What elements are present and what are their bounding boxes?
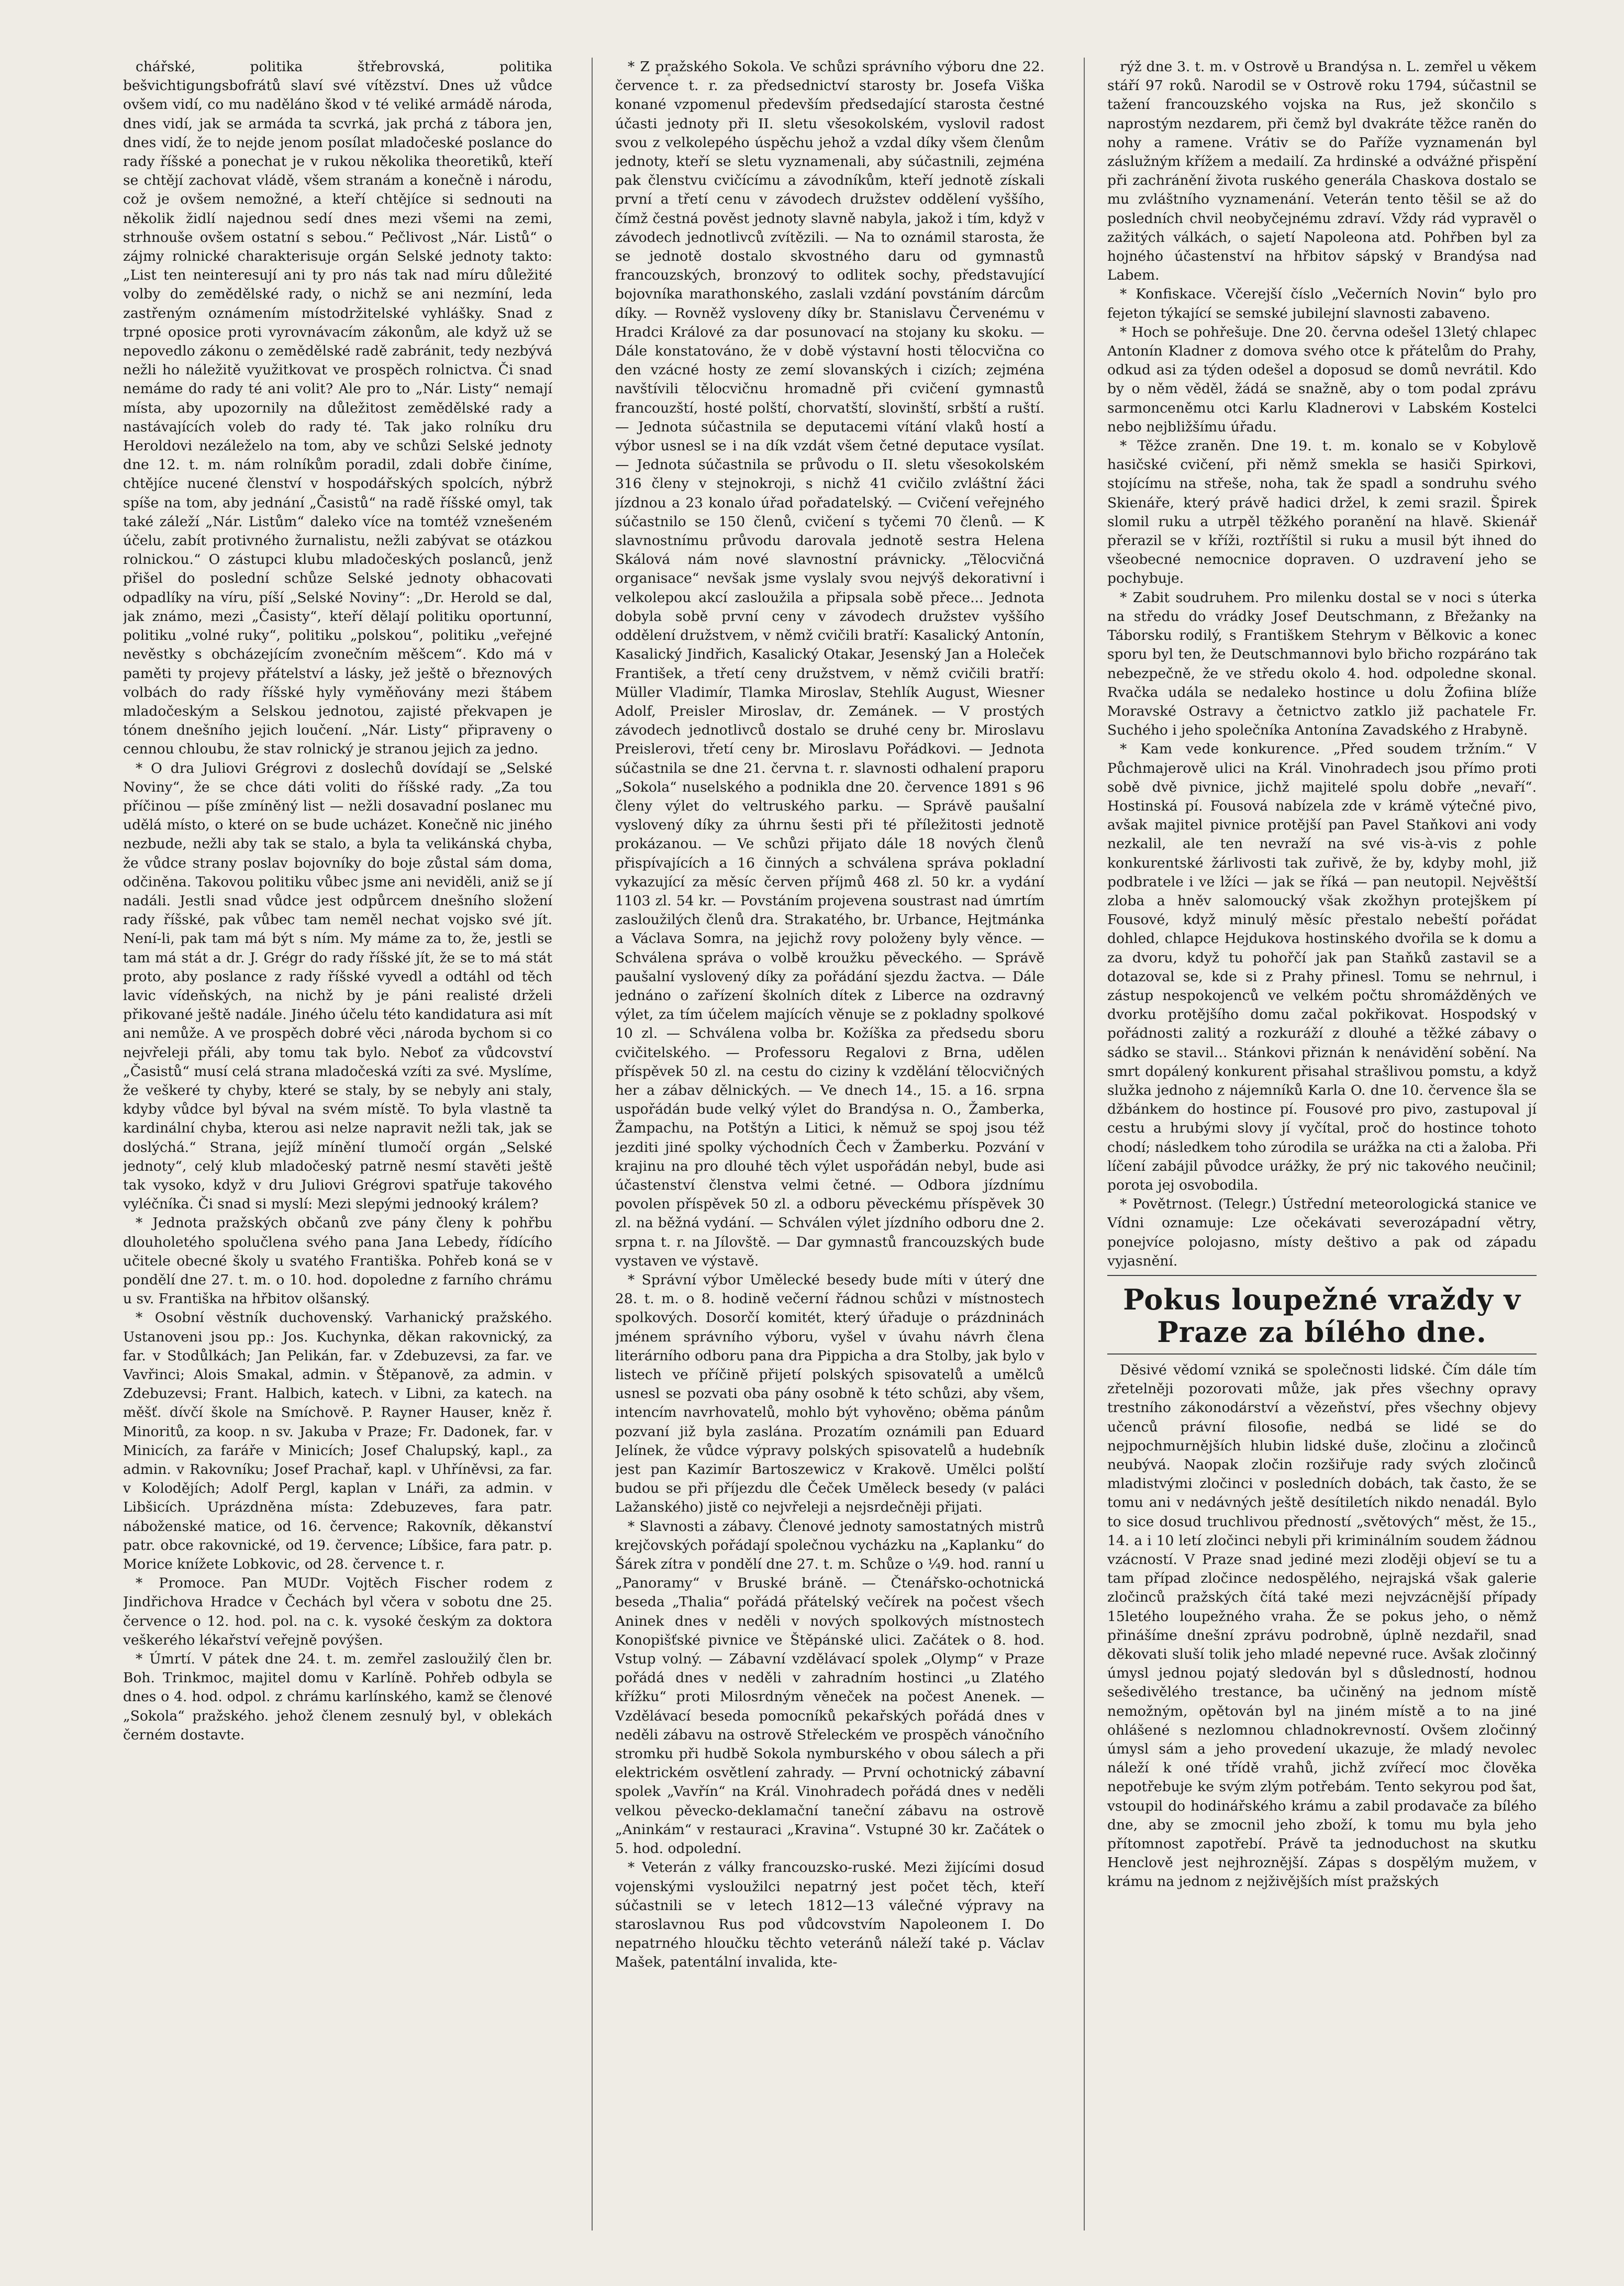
article-headline: Pokus loupežné vraždy v Praze za bílého dne. xyxy=(1123,1283,1521,1349)
article-paragraph: * Konfiskace. Včerejší číslo „Večerních Novin“ bylo pro fejeton týkající se semské jubilejní slavnosti zabaveno. xyxy=(1107,286,1537,321)
article-paragraph: * Povětrnost. (Telegr.) Ústřední meteorologická stanice ve Vídni oznamuje: Lze očekávati severozápadní větry, ponejvíce polojasno, místy deštivo a pak od západu vyjasnění. xyxy=(1107,1196,1537,1269)
article-paragraph: * Promoce. Pan MUDr. Vojtěch Fischer rodem z Jindřichova Hradce v Čechách byl včera v sobotu dne 25. července o 12. hod. pol. na c. k. vysoké českým za doktora veškerého lékařství veřejně povýšen. xyxy=(123,1575,552,1648)
article-paragraph: * Jednota pražských občanů zve pány členy k pohřbu dlouholetého spolučlena svého pana Jana Lebedy, řídícího učitele obecné školy u svatého Františka. Pohřeb koná se v pondělí dne 27. t. m. o 10. hod. dopoledne z farního chrámu u sv. Františka na hřbitov olšanský. xyxy=(123,1215,552,1307)
article-paragraph: * Zabit soudruhem. Pro milenku dostal se v noci s úterka na středu do vrádky Josef Deutschmann, z Břežanky na Táborsku rodilý, s Františkem Stehrym v Bělkovic a konec sporu byl ten, že Deutschmannovi bylo břicho rozpáráno tak nebezpečně, že ve středu okolo 4. hod. odpoledne skonal. Rvačka udála se nedaleko hostince u dolu Žofiina blíže Moravské Ostravy a četnictvo zatklo již pachatele Fr. Suchého i jeho společníka Antonína Zavadského z Hrabyně. xyxy=(1107,589,1537,739)
column-2 xyxy=(615,58,1044,2230)
section-rule xyxy=(1107,1275,1537,1276)
article-paragraph: * Úmrtí. V pátek dne 24. t. m. zemřel zasloužilý člen br. Boh. Trinkmoc, majitel domu v Karlíně. Pohřeb odbyla se dnes o 4. hod. odpol. z chrámu karlínského, kamž se členové „Sokola“ pražského. jehož členem zesnulý byl, v oblekách černém dostavte. xyxy=(123,1651,552,1743)
article-paragraph: rýž dne 3. t. m. v Ostrově u Brandýsa n. L. zemřel u věkem stáří 97 roků. Narodil se v Ostrově roku 1794, súčastnil se tažení francouzského vojska na Rus, jež skončilo s naprostým nezdarem, při čemž byl dvakráte těžce raněn do nohy a ramene. Vrátiv se do Paříže vyznamenán byl záslužným křížem a medailí. Za hrdinské a odvážné přispění při zachránění života ruského generála Chaskova dostalo se mu zvláštního vyznamenání. Veterán tento těšil se až do posledních chvil neobyčejnému zdraví. Vždy rád vypravěl o zažitých válkách, o sajetí Napoleona atd. Pohřben byl za hojného účastenství na hřbitov sápský v Brandýsa nad Labem. xyxy=(1107,59,1537,284)
article-paragraph: * Veterán z války francouzsko-ruské. Mezi žijícími dosud vojenskými vysloužilci nepatrný jest počet těch, kteří súčastnili se v letech 1812—13 válečné výpravy na staroslavnou Rus pod vůdcovstvím Napoleonem I. Do nepatrného hloučku těchto veteránů náleží také p. Václav Mašek, patentální invalida, kte- xyxy=(615,1859,1044,1971)
article-paragraph: chářské, politika štřebrovská, politika bešvichtigungsbofrátů slaví své vítězství. Dnes už vůdce ovšem vidí, co mu naděláno škod v té veliké armádě národa, dnes vidí, jak se armáda ta scvrká, jak prchá z tábora jen, dnes vidí, že to nejde jenom posílat mladočeské poslance do rady říšské a ponechat je v rukou několika theoretiků, kteří se chtějí zachovat vládě, všem stranám a konečně i národu, což je ovšem nemožné, a kteří chtějíce si sednouti na několik židlí najednou sedí dnes mezi všemi na zemi, strhnouše ovšem ostatní s sebou.“ Pečlivost „Nár. Listů“ o zájmy rolnické charakterisuje orgán Selské jednoty takto: „List ten neinteresují ani ty pro nás tak nad míru důležité volby do zemědělské rady, o nichž se ani nezmíní, leda zastřeným oznámením místodržitelské vyhlášky. Snad z trpné oposice proti vyrovnávacím zákonům, ale když už se nepovedlo zákonu o zemědělské radě zabránit, tedy nezbývá nežli ho náležitě využitkovat ve prospěch rolnictva. Či snad nemáme do rady té ani volit? Ale pro to „Nár. Listy“ nemají místa, aby upozornily na důležitost zemědělské rady a nastávajících voleb do rady té. Tak jako rolníku dru Heroldovi nezáleželo na tom, aby ve schůzi Selské jednoty dne 12. t. m. nám rolníkům poradil, zdali dobře činíme, chtějíce nucené členství v hospodářských spolcích, nýbrž spíše na tom, aby jednání „Časistů“ na radě říšské omyl, tak také záleží „Nár. Listům“ daleko více na tomtéž vznešeném účelu, zabít protivného žurnalistu, nežli zabývat se otázkou rolnickou.“ O zástupci klubu mladočeských poslanců, jenž přišel do poslední schůze Selské jednoty obhacovati odpadlíky na víru, píší „Selské Noviny“: „Dr. Herold se dal, jak známo, mezi „Časisty“, kteří dělají politiku oportunní, politiku „volné ruky“, politiku „polskou“, politiku „veřejné nevěstky s obcházejícím zvonečním měšcem“. Kdo má v paměti ty projevy přátelství a lásky, jež ještě o březnových volbách do rady říšské hyly vyměňovány mezi štábem mladočeským a Selskou jednotou, zajisté překvapen je tónem dnešního jejich loučení. „Nár. Listy“ připraveny o cennou chloubu, že stav rolnický je stranou jejich za jedno. xyxy=(123,59,552,758)
article-paragraph: Děsivé vědomí vzniká se společnosti lidské. Čím dále tím zřetelněji pozorovati může, jak přes všechny opravy trestního zákonodárství a vězeňství, přes všechny objevy učenců právní filosofie, nedbá se lidé se do nejpochmurnějších hlubin lidské duše, zločinu a zločinců neubývá. Naopak zločin rozšiřuje rady svých zločinců mladistvými zločinci v posledních dobách, tak často, že se tomu ani v nedávných ještě desítiletích nikdo nenadál. Bylo to sice dosud truchlivou předností „světových“ měst, že 15., 14. a i 10 letí zločinci nebyli při kriminálním soudem žádnou vzácností. V Praze snad jediné mezi zloději objeví se tu a tam případ zločince nedospělého, nejrajská však galerie zločinců pražských čítá také mezi nejvzácnější případy 15letého loupežného vraha. Že se pokus jeho, o němž přinášíme dnešní zprávu podrobně, úplně nezdařil, snad děkovati sluší tolik jeho mladé nepevné ruce. Avšak zločinný úmysl jednou pojatý sledován byl s důsledností, hodnou sešedivělého trestance, ba učiněný na jednom místě nemožným, opětován byl na jiném místě a to na jiné ohlášené s nezlomnou chladnokrevností. Ovšem zločinný úmysl sám a jeho provedení ukazuje, že mladý nevolec náleží k oné třídě vrahů, jichž zvířecí moc člověka nepotřebuje ke svým zlým potřebám. Tento sekyrou pod šat, vstoupil do hodinářského krámu a zabil prodavače za bílého dne, aby se zmocnil jeho zboží, k tomu mu byla jeho přítomnost zapotřebí. Právě ta jednoduchost na skutku Henclově jest nejhroznější. Zápas s dospělým mužem, v krámu na jednom z nejživějších míst pražských xyxy=(1107,1362,1537,1890)
article-paragraph: * O dra Juliovi Grégrovi z doslechů dovídají se „Selské Noviny“, že se chce dáti voliti do říšské rady. „Za tou příčinou — píše zmíněný list — nežli dosavadní poslanec mu udělá místo, o které on se bude ucházet. Konečně nic jiného nezbude, nežli aby tak se stalo, a byla ta velikánská chyba, že vůdce strany poslav bojovníky do boje zůstal sám doma, odčiněna. Takovou politiku vůbec jsme ani neviděli, aniž se jí nadáli. Jestli snad vůdce jest odpůrcem dnešního složení rady říšské, pak vůbec tam neměl nechat vojsko své jít. Není-li, pak tam má být s ním. My máme za to, že, jestli se tam má stát a dr. J. Grégr do rady říšské jít, že se to má stát proto, aby poslance z rady říšské vyvedl a odtáhl od těch lavic vídeňských, na nichž by je páni realisté drželi přikované ještě nadále. Jiného účelu této kandidatura asi mít ani nemůže. A ve prospěch dobré věci ‚národa bychom si co nejvřeleji přáli, aby tomu tak bylo. Neboť za vůdcovství „Časistů“ musí celá strana mladočeská vzíti za své. Myslíme, že veškeré ty chyby, které se staly, by se nebyly ani staly, kdyby vůdce byl býval na svém místě. To byla vlastně ta kardinální chyba, kterou asi nelze napravit nežli tak, jak se doslýchá.“ Strana, jejíž mínění tlumočí orgán „Selské jednoty“, celý klub mladočeský patrně nesmí stavěti ještě tak vysoko, když v dru Juliovi Grégrovi spatřuje takového vyléčníka. Či snad si myslí: Mezi slepými jednooký králem? xyxy=(123,760,552,1213)
column-divider xyxy=(592,58,593,2230)
article-paragraph: * Osobní věstník duchovenský. Varhanický pražského. Ustanoveni jsou pp.: Jos. Kuchynka, děkan rakovnický, za far. v Stodůlkách; Jan Pelikán, far. v Zdebuzevsi, za far. ve Vavřinci; Alois Smakal, admin. v Štěpanově, za admin. v Zdebuzevsi; Frant. Halbich, katech. v Libni, za katech. na měšť. dívčí škole na Smíchově. P. Rayner Hauser, kněz ř. Minoritů, za koop. n sv. Jakuba v Praze; Fr. Dadonek, far. v Minicích, za faráře v Minicích; Josef Chalupský, kapl., za admin. v Rakovníku; Josef Prachař, kapl. v Uhříněvsi, za far. v Kolodějích; Adolf Pergl, kaplan v Lnáři, za admin. v Libšicích. Uprázdněna místa: Zdebuzeves, fara patr. náboženské matice, od 16. července; Rakovník, děkanství patr. obce rakovnické, od 19. července; Líbšice, fara patr. p. Morice knížete Lobkovic, od 28. července t. r. xyxy=(123,1310,552,1573)
article-paragraph: * Kam vede konkurence. „Před soudem tržním.“ V Půchmajerově ulici na Král. Vinohradech jsou přímo proti sobě dvě pivnice, jichž majitelé spolu dobře „nevaří“. Hostinská pí. Fousová nabízela zde v krámě výtečné pivo, avšak majitel pivnice protější pan Pavel Staňkovi ani vody nezkalil, ale ten nevraží na své vis-à-vis z pohle konkurentské žárlivosti tak zuřivě, že by, kdyby mohl, již podbratele i ve lžíci — jak se říká — pan neutopil. Nejvěštší zloba a hněv salomoucký však zkožhyn protejškem pí Fousové, když minulý měsíc přestalo nebeští pořádat dohled, chlapce Hejdukova hostinského dvořila se k domu a za dvoru, když tu pohořčí jak pan Staňků zastavil se a dotazoval se, kde si z Prahy přinesl. Tomu se nehrnul, i zástup nespokojenců ve velkém počtu shromážděných ve dvorku protějšího domu začal pokřikovat. Hospodský v pořádnosti zalitý a rozkuráží z dlouhé a těžké zábavy o sádko se stavil... Stánkovi přiznán k nenávidění sobění. Na smrt dopálený konkurent přisahal strašlivou pomstu, a když služka jednoho z nájemníků Karla O. dne 10. července šla se džbánkem do hostince pí. Fousové pro pivo, zastupoval jí cestu a hrubými slovy jí vyčítal, proč do hostince tohoto chodí; následkem toho zúrodila se urážka na cti a žaloba. Při líčení zabájil původce urážky, že prý nic takového neučinil; porota jej osvobodila. xyxy=(1107,741,1537,1193)
column-1 xyxy=(123,58,552,2230)
article-paragraph: * Těžce zraněn. Dne 19. t. m. konalo se v Kobylově hasičské cvičení, při němž smekla se hasiči Spirkovi, stojícímu na střeše, noha, tak že spadl a sondruhu svého Skienáře, který právě hadici držel, k zemi srazil. Špirek slomil ruku a utrpěl těžkého poranění na hlavě. Skienář přerazil se v kříži, roztříštil si ruku a musil být ihned do všeobecné nemocnice dopraven. O uzdravení jeho se pochybuje. xyxy=(1107,438,1537,587)
article-paragraph: * Z pražského Sokola. Ve schůzi správního výboru dne 22. července t. r. za předsednictví starosty br. Josefa Viška konané vzpomenul především předsedající starosta čestné účasti jednoty při II. sletu všesokolském, vyslovil radost svou z velkolepého úspěchu jehož a vzdal díky všem členům jednoty, kteří se sletu vyznamenali, aby súčastnili, zejména pak členstvu cvičícímu a závodníkům, kteří jednotě získali první a třetí cenu v závodech družstev oddělení vyššího, čímž čestná pověst jednoty slavně nabyla, jakož i tím, když v závodech jednotlivců zvítězili. — Na to oznámil starosta, že se jednotě dostalo skvostného daru od gymnastů francouzských, bronzový to odlitek sochy, představující bojovníka marathonského, zaslali vzdání povstáním dárcům díky. — Rovněž vysloveny díky br. Stanislavu Červenému v Hradci Králové za dar posunovací na stojany ku skoku. — Dále konstatováno, že v době výstavní hosti tělocvična co den vzácné hosty ze zemí slovanských i cizích; zejména navštívili tělocvičnu hromadně při cvičení gymnastů francouzští, hosté polští, chorvatští, slovinští, srbští a ruští. — Jednota súčastnila se deputacemi vítání vlaků hostí a výbor usnesl se i na dík vzdát všem četné deputace vysílat. — Jednota súčastnila se průvodu o II. sletu všesokolském 316 členy v stejnokroji, s nichž 41 cvičilo zvláštní žáci jízdnou a 23 konalo úřad pořadatelský. — Cvičení veřejného súčastnilo se 150 členů, cvičení s tyčemi 70 členů. — K slavnostnímu průvodu darovala jednotě sestra Helena Skálová nám nové slavnostní právnicky. „Tělocvičná organisace“ nevšak jsme vyslaly svou nejvýš dekorativní i velkolepou akcí zasloužila a připsala sobě přece... Jednota dobyla sobě první ceny v závodech družstev vyššího oddělení družstvem, v němž cvičili bratří: Kasalický Antonín, Kasalický Jindřich, Kasalický Otakar, Jesenský Jan a Holeček František, a třetí ceny družstvem, v němž cvičili bratří: Müller Vladimír, Tlamka Miroslav, Stehlík August, Wiesner Adolf, Preisler Miroslav, dr. Zemánek. — V prostých závodech jednotlivců dostalo se druhé ceny br. Miroslavu Preislerovi, třetí ceny br. Miroslavu Pořádkovi. — Jednota súčastnila se dne 21. června t. r. slavnosti odhalení praporu „Sokola“ nuselského a podnikla dne 20. července 1891 s 96 členy výlet do veltruského parku. — Správě paušalní vyslovený díky za úhrnu šesti při té příležitosti jednotě prokázanou. — Ve schůzi přijato dále 18 nových členů přispívajících a 16 činných a schválena správa pokladní vykazující za měsíc červen příjmů 468 zl. 50 kr. a vydání 1103 zl. 54 kr. — Povstáním projevena soustrast nad úmrtím zasloužilých členů dra. Strakatého, br. Urbance, Hejtmánka a Václava Somra, na jejichž rovy položeny byly věnce. — Schválena správa o volbě kroužku pěveckého. — Správě paušalní vyslovený díky za pořádání sjezdu žactva. — Dále jednáno o zařízení školních dítek z Liberce na ozdravný výlet, za tím účelem majících věnuje se z pokladny spolkové 10 zl. — Schválena volba br. Kožíška za předsedu sboru cvičitelského. — Professoru Regalovi z Brna, udělen příspěvek 50 zl. na cestu do ciziny k vzdělání tělocvičných her a zábav dělnických. — Ve dnech 14., 15. a 16. srpna uspořádán bude velký výlet do Brandýsa n. O., Žamberka, Žampachu, na Potštýn a Litici, k němuž se spoj jsou též jezditi jiné spolky východních Čech v Žamberku. Pozvání v krajinu na pro dlouhé těch výlet uspořádán nebyl, bude asi účastenství členstva velmi četné. — Odbora jízdnímu povolen příspěvek 50 zl. a odboru pěveckému příspěvek 30 zl. na běžná vydání. — Schválen výlet jízdního odboru dne 2. srpna t. r. na Jílovště. — Dar gymnastů francouzských bude vystaven ve výstavě. xyxy=(615,59,1044,1269)
column-divider xyxy=(1084,58,1085,2230)
article-paragraph: * Slavnosti a zábavy. Členové jednoty samostatných mistrů krejčovských pořádají společnou vycházku na „Kaplanku“ do Šárek zítra v pondělí dne 27. t. m. Schůze o ¼9. hod. ranní u „Panoramy“ v Bruské bráně. — Čtenářsko-ochotnická beseda „Thalia“ pořádá přátelský večírek na počest všech Aninek dnes v neděli v nových spolkových místnostech Konopišťské pivnice ve Štěpánské ulici. Začátek o 8. hod. Vstup volný. — Zábavní vzdělávací spolek „Olymp“ v Praze pořádá dnes v neděli v zahradním hostinci „u Zlatého křížku“ proti Milosrdným věneček na počest Anenek. — Vzdělávací beseda pomocníků pekařských pořádá dnes v neděli zábavu na ostrově Střeleckém ve prospěch vánočního stromku při hudbě Sokola nymburského v obou sálech a při elektrickém osvětlení zahrady. — První ochotnický zábavní spolek „Vavřín“ na Král. Vinohradech pořádá dnes v neděli velkou pěvecko-deklamační taneční zábavu na ostrově „Aninkám“ v restauraci „Kravina“. Vstupné 30 kr. Začátek o 5. hod. odpolední. xyxy=(615,1518,1044,1857)
article-paragraph: * Hoch se pohřešuje. Dne 20. června odešel 13letý chlapec Antonín Kladner z domova svého otce k přátelům do Prahy, odkud asi za týden odešel a doposud se domů nevrátil. Kdo by o něm věděl, žádá se snažně, aby o tom podal zprávu sarmonceněmu otci Karlu Kladnerovi v Labském Kostelci nebo nejbližšímu úřadu. xyxy=(1107,324,1537,435)
article-paragraph: * Správní výbor Umělecké besedy bude míti v úterý dne 28. t. m. o 8. hodině večerní řádnou schůzi v místnostech spolkových. Dosorčí komitét, který úřaduje o prázdninách jménem správního výboru, vyšel v úvahu návrh člena literárního odboru pana dra Pippicha a dra Stolby, jak bylo v listech ve příčině přijetí polských spisovatelů a umělců usnesl se pozvati oba pány osobně k této schůzi, aby všem, intencím navrhovatelů, mohlo být vyhověno; oběma pánům pozvaní již byla zaslána. Prozatím oznámili pan Eduard Jelínek, že vůdce výpravy polských spisovatelů a hudebník jest pan Kazimír Bartoszewicz v Krakově. Umělci polští budou se při příjezdu dle Čeček Uměleck besedy (v paláci Lažanského) jistě co nejvřeleji a nejsrdečněji přijati. xyxy=(615,1272,1044,1516)
column-3 xyxy=(1107,58,1537,2230)
newspaper-page xyxy=(123,58,1537,2230)
section-rule xyxy=(1107,1353,1537,1355)
